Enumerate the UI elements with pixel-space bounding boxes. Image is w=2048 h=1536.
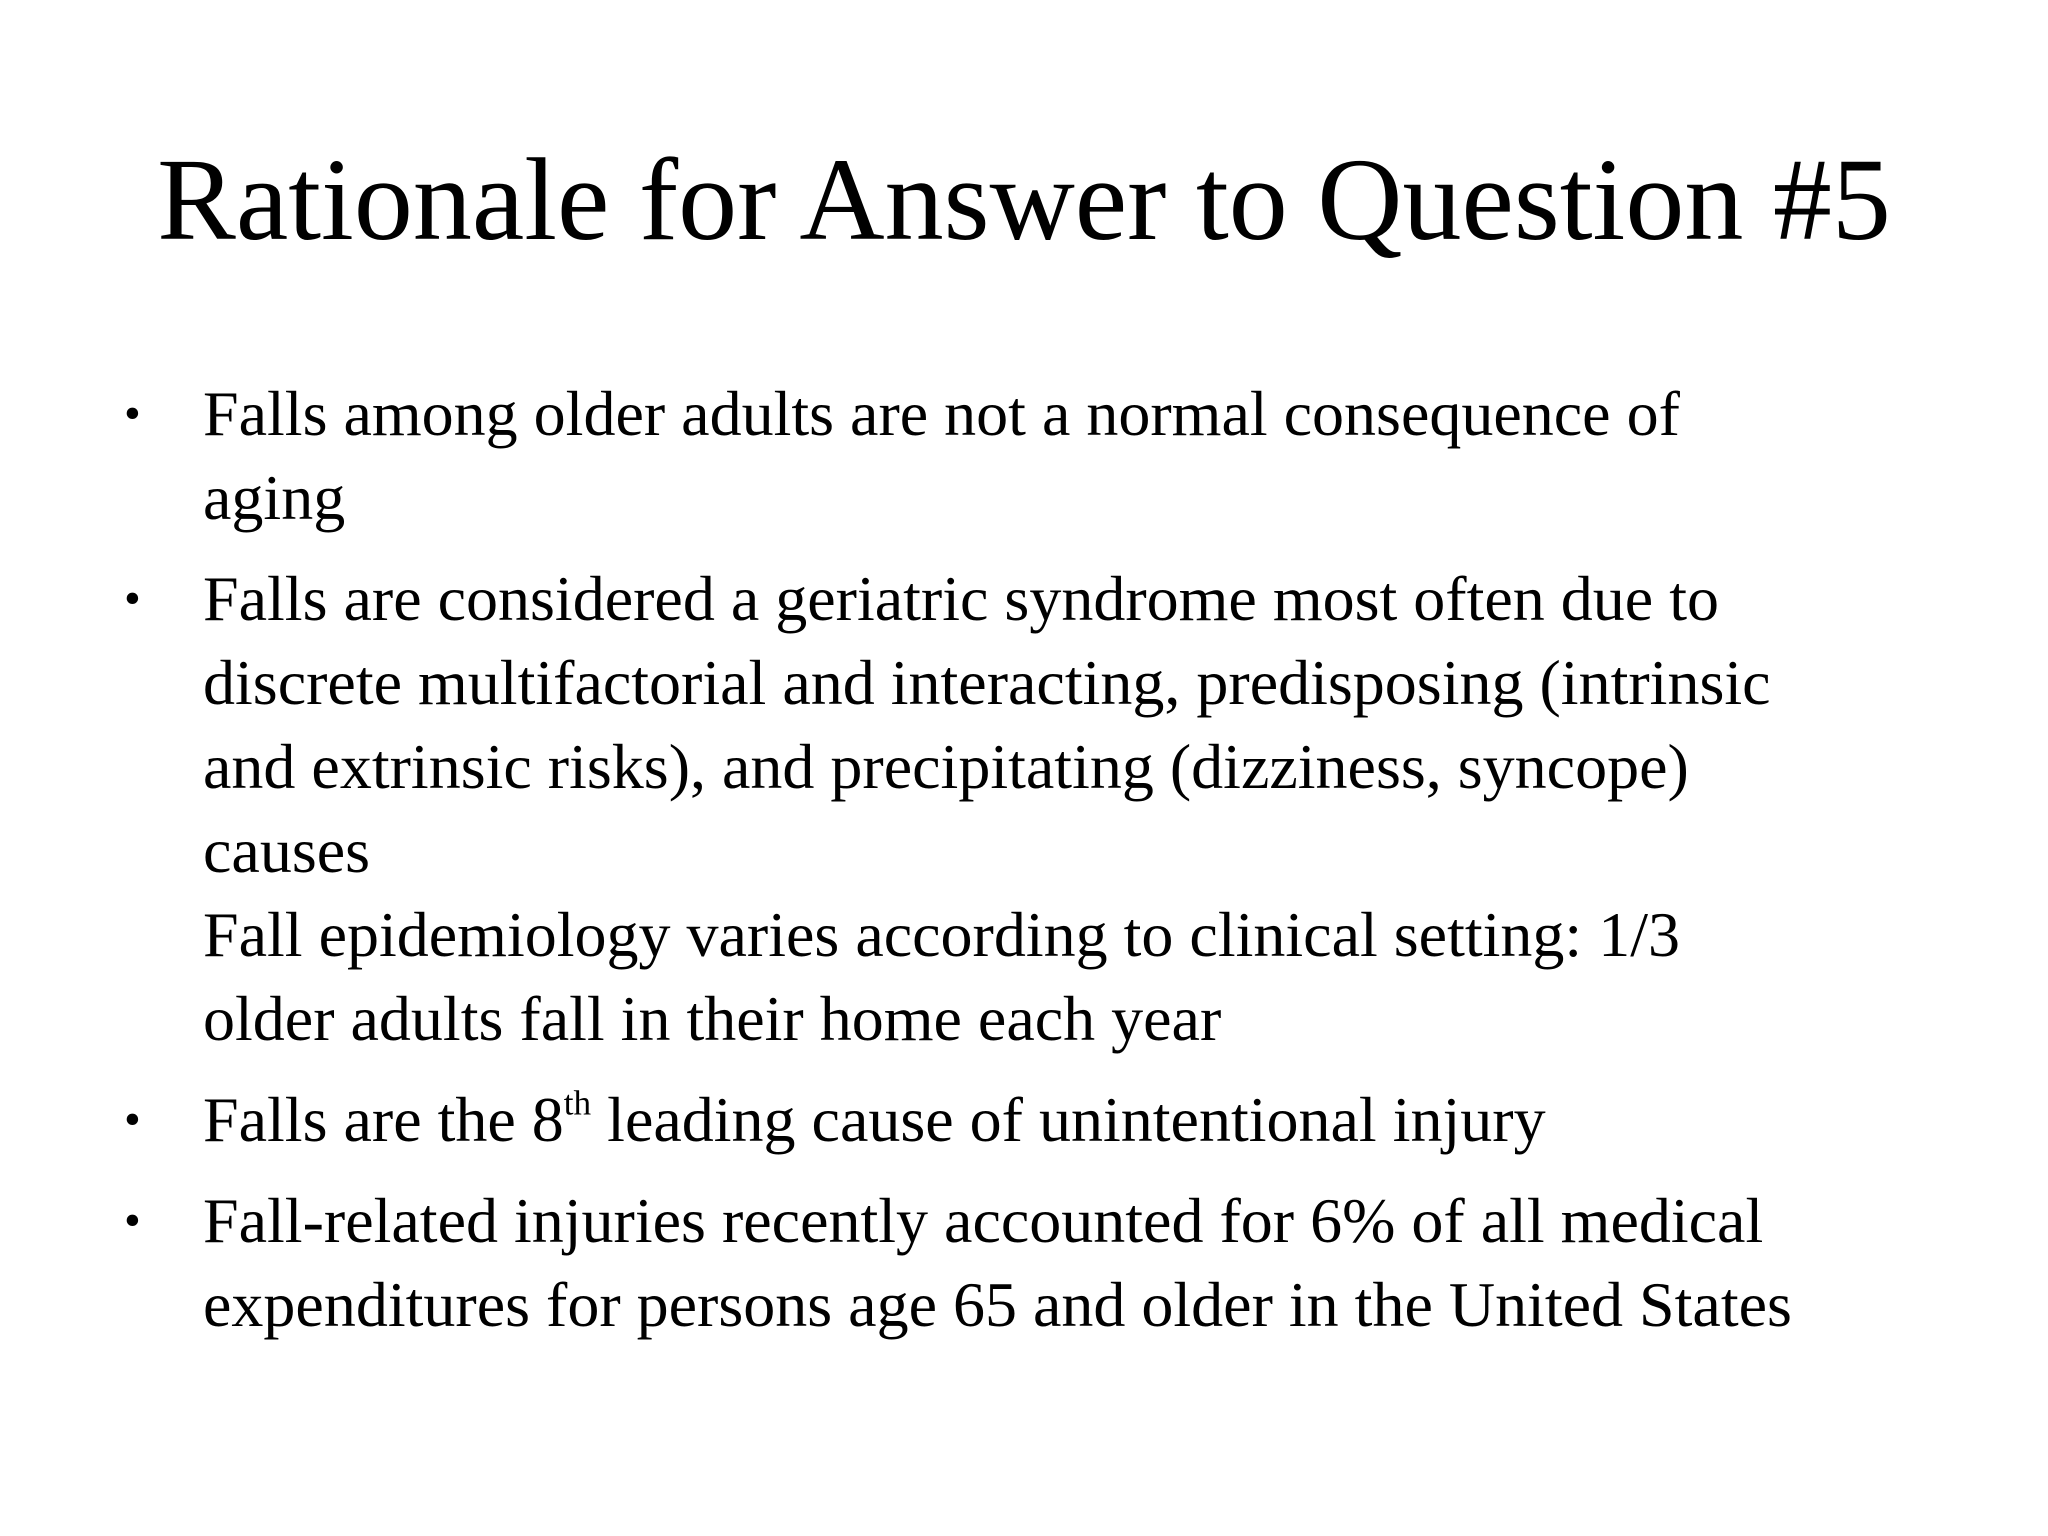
bullet-text-line: discrete multifactorial and interacting, predisposing (intrinsic [203, 647, 1771, 718]
bullet-icon: • [124, 1194, 141, 1247]
bullet-icon: • [124, 387, 141, 440]
bullet-text-line: and extrinsic risks), and precipitating (dizziness, syncope) [203, 731, 1689, 802]
bullet-text-line: Falls among older adults are not a normal consequence of [203, 378, 1680, 449]
bullet-icon: • [124, 572, 141, 625]
bullet-item-4 [0, 1179, 2048, 1347]
bullet-text-line: aging [203, 462, 346, 533]
bullet-item-3 [0, 1078, 2048, 1162]
bullet-item-2 [0, 557, 2048, 1061]
bullet-text-line: Fall epidemiology varies according to clinical setting: 1/3 [203, 899, 1680, 970]
bullet-item-1 [0, 372, 2048, 540]
ordinal-superscript: th [563, 1083, 592, 1123]
bullet-text-line: older adults fall in their home each year [203, 983, 1222, 1054]
bullet-text-line: Fall-related injuries recently accounted for 6% of all medical [203, 1185, 1764, 1256]
bullet-text-line: Falls are considered a geriatric syndrome most often due to [203, 563, 1719, 634]
slide-title: Rationale for Answer to Question #5 [157, 134, 1891, 265]
bullet-text-line: expenditures for persons age 65 and older in the United States [203, 1269, 1792, 1340]
bullet-list [0, 372, 2048, 1364]
bullet-text-pre: Falls are the 8 [203, 1084, 564, 1155]
bullet-text-post: leading cause of unintentional injury [591, 1084, 1546, 1155]
bullet-text-line [203, 1078, 2008, 1162]
bullet-text-line: causes [203, 815, 371, 886]
bullet-icon: • [124, 1093, 141, 1146]
